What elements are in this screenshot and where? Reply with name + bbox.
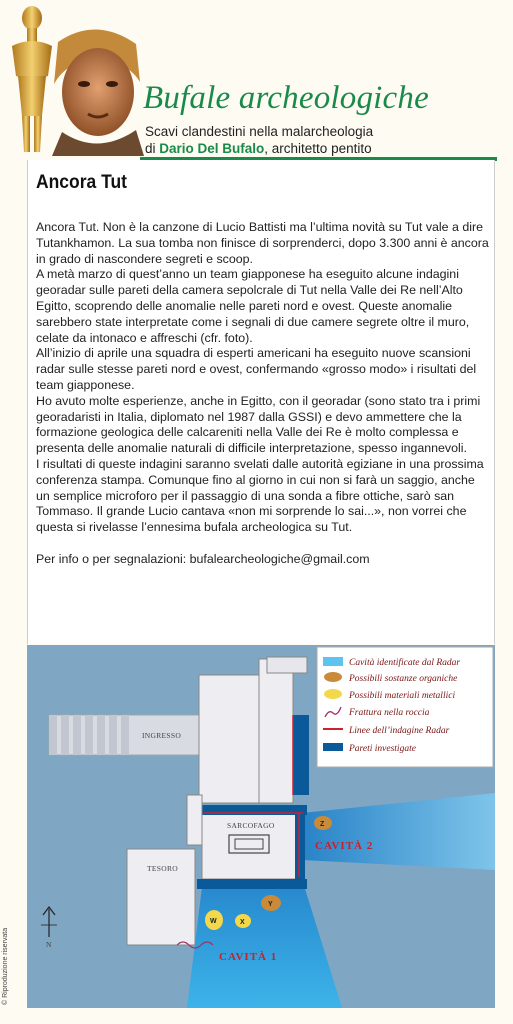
byline-prefix: di [145,141,160,156]
article-paragraph: All’inizio di aprile una squadra di esperti americani ha eseguito nuove scansioni radar sulle stesse pareti nord e ovest, confermando «grosso modo» i risultati del team giapponese. [36,346,477,392]
tomb-plan-figure [27,645,495,1008]
article-paragraph: I risultati di queste indagini saranno svelati dalle autorità egiziane in una prossima conferenza stampa. Comunque fino al giorno in cui non si farà un saggio, anche un semplice microforo per il passaggio di una sonda a fibre ottiche, sarò san Tommaso. Il grande Lucio cantava «non mi sorprende lo sai...», non vorrei che questa si rivelasse l’ennesima bufala archeologica su Tut. [36,456,484,535]
cavita-1-label: CAVITÀ 1 [219,951,278,963]
legend-swatch-metal [324,689,342,699]
column-title: Bufale archeologiche [143,80,429,116]
legend-item: Linee dell’indagine Radar [349,726,450,736]
legend-swatch-organic [324,672,342,682]
contact-info: Per info o per segnalazioni: bufalearcheologiche@gmail.com [36,551,370,566]
svg-text:Z: Z [320,821,325,828]
legend-item: Possibili sostanze organiche [349,674,458,684]
article-paragraph: Ho avuto molte esperienze, anche in Egitto, con il georadar (sono stato tra i primi georadaristi in Italia, diplomato nel 1987 dalla GSSI) e devo ammettere che la formazione geologica delle calcareniti nella Valle dei Re è molto complessa e presenta delle anomalie naturali di difficile interpretazione, spesso ingannevoli. [36,393,481,456]
ingresso-label: INGRESSO [142,731,182,740]
legend-swatch-cavity [323,657,343,666]
svg-text:Y: Y [268,901,273,908]
legend-item: Cavità identificate dal Radar [349,658,461,668]
svg-text:W: W [210,918,217,925]
legend-item: Frattura nella roccia [349,708,430,718]
author-portrait-image [48,22,144,156]
article-paragraph: Ancora Tut. Non è la canzone di Lucio Battisti ma l’ultima novità su Tut vale a dire Tutankhamon. La sua tomba non finisce di sorprenderci, dopo 3.300 anni è ancora in grado di nascondere segreti e scoop. [36,220,489,266]
column-header [0,0,513,160]
sarcofago-label: SARCOFAGO [227,821,275,830]
tomb-plan-map [27,645,495,1008]
article-paragraph: A metà marzo di quest’anno un team giapponese ha eseguito alcune indagini georadar sulle pareti della camera sepolcrale di Tut nella Valle dei Re nell’Alto Egitto, scoprendo delle anomalie nelle pareti nord e ovest. Queste anomalie sarebbero state interpretate come i segnali di due camere segrete oltre il muro, celate da intonaco e affreschi (cfr. foto). [36,267,470,345]
column-byline [145,141,372,156]
map-legend [317,647,493,767]
legend-item: Possibili materiali metallici [349,691,456,701]
author-name: Dario Del Bufalo [159,141,265,156]
annex-room [199,675,259,803]
svg-text:N: N [46,940,52,949]
cavita-2-label: CAVITÀ 2 [315,840,374,852]
article-box [27,160,495,644]
article-title: Ancora Tut [36,172,127,193]
column-subtitle: Scavi clandestini nella malarcheologia [145,124,374,139]
tesoro-label: TESORO [147,864,178,873]
byline-suffix: , architetto pentito [264,141,372,156]
article-body [36,220,490,568]
copyright-notice: © Riproduzione riservata [2,927,9,1005]
legend-item: Pareti investigate [349,744,416,754]
legend-swatch-walls [323,743,343,751]
svg-text:X: X [240,919,245,926]
